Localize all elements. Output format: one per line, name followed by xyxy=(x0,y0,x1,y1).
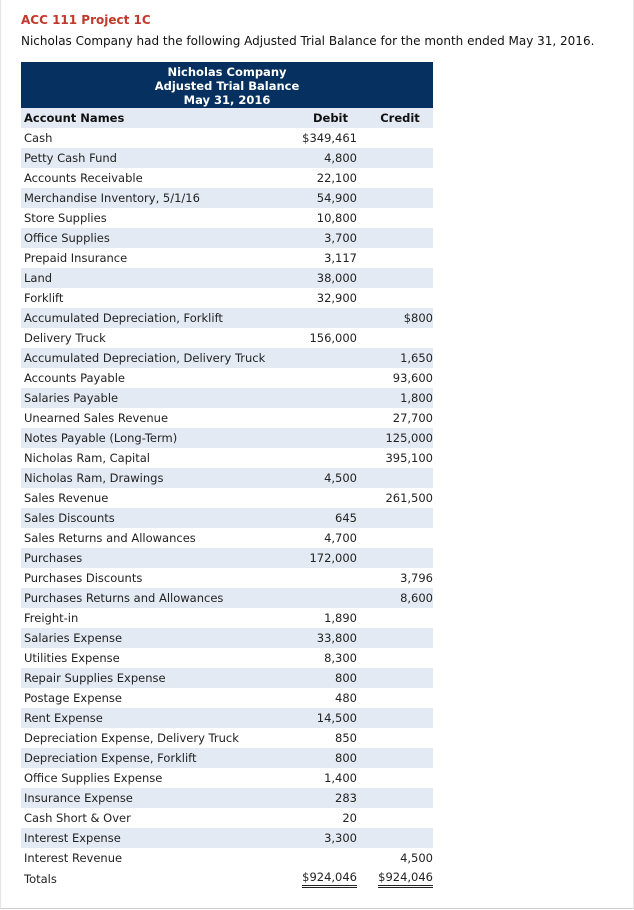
column-header-account-names: Account Names xyxy=(24,111,125,125)
debit-amount: 1,400 xyxy=(324,771,357,785)
account-name: Office Supplies xyxy=(24,231,110,245)
account-name: Merchandise Inventory, 5/1/16 xyxy=(24,191,200,205)
account-name: Purchases xyxy=(24,551,83,565)
account-name: Unearned Sales Revenue xyxy=(24,411,169,425)
debit-amount: 8,300 xyxy=(324,651,357,665)
table-row xyxy=(21,488,433,508)
table-row xyxy=(21,668,433,688)
table-row xyxy=(21,608,433,628)
credit-amount: 1,650 xyxy=(400,351,433,365)
report-name: Adjusted Trial Balance xyxy=(154,79,300,93)
debit-amount: 10,800 xyxy=(316,211,357,225)
table-row xyxy=(21,128,433,148)
debit-amount: 3,300 xyxy=(324,831,357,845)
debit-amount: 156,000 xyxy=(309,331,357,345)
table-row xyxy=(21,188,433,208)
account-name: Accumulated Depreciation, Delivery Truck xyxy=(24,351,266,365)
table-row xyxy=(21,408,433,428)
trial-balance-table xyxy=(21,62,433,890)
account-name: Interest Expense xyxy=(24,831,121,845)
debit-amount: 14,500 xyxy=(316,711,357,725)
table-row xyxy=(21,168,433,188)
debit-amount: 800 xyxy=(335,671,357,685)
debit-amount: 22,100 xyxy=(316,171,357,185)
debit-amount: 850 xyxy=(335,731,357,745)
table-row xyxy=(21,268,433,288)
table-row xyxy=(21,748,433,768)
account-name: Accounts Receivable xyxy=(24,171,143,185)
table-row xyxy=(21,568,433,588)
table-row xyxy=(21,428,433,448)
table-row xyxy=(21,528,433,548)
table-row xyxy=(21,468,433,488)
table-row xyxy=(21,648,433,668)
table-row xyxy=(21,228,433,248)
credit-amount: 8,600 xyxy=(400,591,433,605)
table-row xyxy=(21,788,433,808)
account-name: Petty Cash Fund xyxy=(24,151,117,165)
debit-amount: 645 xyxy=(335,511,357,525)
table-row xyxy=(21,448,433,468)
account-name: Accumulated Depreciation, Forklift xyxy=(24,311,223,325)
table-row xyxy=(21,548,433,568)
table-row xyxy=(21,348,433,368)
credit-amount: 27,700 xyxy=(392,411,433,425)
account-name: Forklift xyxy=(24,291,64,305)
debit-amount: 480 xyxy=(335,691,357,705)
table-row xyxy=(21,768,433,788)
column-header-row xyxy=(21,108,433,128)
statement-header xyxy=(21,62,433,108)
account-name: Sales Revenue xyxy=(24,491,109,505)
debit-amount: 20 xyxy=(342,811,357,825)
table-row xyxy=(21,388,433,408)
debit-amount: 3,117 xyxy=(324,251,357,265)
table-row xyxy=(21,308,433,328)
total-credit: $924,046 xyxy=(378,870,433,888)
table-row xyxy=(21,688,433,708)
company-name: Nicholas Company xyxy=(167,65,287,79)
debit-amount: 33,800 xyxy=(316,631,357,645)
table-row xyxy=(21,148,433,168)
credit-amount: 93,600 xyxy=(392,371,433,385)
account-name: Insurance Expense xyxy=(24,791,133,805)
debit-amount: 800 xyxy=(335,751,357,765)
table-row xyxy=(21,628,433,648)
credit-amount: 1,800 xyxy=(400,391,433,405)
debit-amount: 4,500 xyxy=(324,471,357,485)
account-name: Purchases Returns and Allowances xyxy=(24,591,224,605)
debit-amount: 172,000 xyxy=(309,551,357,565)
debit-amount: 38,000 xyxy=(316,271,357,285)
page-title: ACC 111 Project 1C xyxy=(21,13,151,27)
debit-amount: 4,800 xyxy=(324,151,357,165)
account-name: Purchases Discounts xyxy=(24,571,143,585)
account-name: Nicholas Ram, Capital xyxy=(24,451,150,465)
credit-amount: 125,000 xyxy=(385,431,433,445)
account-name: Sales Discounts xyxy=(24,511,115,525)
account-name: Office Supplies Expense xyxy=(24,771,163,785)
debit-amount: 3,700 xyxy=(324,231,357,245)
debit-amount: 283 xyxy=(335,791,357,805)
table-row xyxy=(21,508,433,528)
debit-amount: $349,461 xyxy=(302,131,357,145)
credit-amount: 4,500 xyxy=(400,851,433,865)
account-name: Prepaid Insurance xyxy=(24,251,128,265)
table-row xyxy=(21,848,433,868)
column-header-debit: Debit xyxy=(312,111,349,125)
totals-row xyxy=(21,868,433,890)
table-row xyxy=(21,808,433,828)
column-header-credit: Credit xyxy=(380,111,420,125)
account-name: Delivery Truck xyxy=(24,331,106,345)
credit-amount: 261,500 xyxy=(385,491,433,505)
credit-amount: 3,796 xyxy=(400,571,433,585)
totals-label: Totals xyxy=(24,872,57,886)
table-row xyxy=(21,248,433,268)
debit-amount: 32,900 xyxy=(316,291,357,305)
account-name: Accounts Payable xyxy=(24,371,125,385)
account-name: Store Supplies xyxy=(24,211,107,225)
account-name: Nicholas Ram, Drawings xyxy=(24,471,164,485)
table-row xyxy=(21,708,433,728)
debit-amount: 4,700 xyxy=(324,531,357,545)
table-row xyxy=(21,368,433,388)
debit-amount: 1,890 xyxy=(324,611,357,625)
intro-text: Nicholas Company had the following Adjusted Trial Balance for the month ended May 31, 2016. xyxy=(21,34,595,48)
credit-amount: 395,100 xyxy=(385,451,433,465)
account-name: Postage Expense xyxy=(24,691,122,705)
account-rows xyxy=(21,128,433,868)
account-name: Repair Supplies Expense xyxy=(24,671,166,685)
credit-amount: $800 xyxy=(403,311,433,325)
account-name: Salaries Payable xyxy=(24,391,119,405)
table-row xyxy=(21,728,433,748)
table-row xyxy=(21,208,433,228)
account-name: Land xyxy=(24,271,53,285)
account-name: Notes Payable (Long-Term) xyxy=(24,431,178,445)
debit-amount: 54,900 xyxy=(316,191,357,205)
table-row xyxy=(21,588,433,608)
report-date: May 31, 2016 xyxy=(183,93,271,107)
account-name: Interest Revenue xyxy=(24,851,123,865)
account-name: Rent Expense xyxy=(24,711,103,725)
account-name: Utilities Expense xyxy=(24,651,120,665)
account-name: Sales Returns and Allowances xyxy=(24,531,196,545)
account-name: Salaries Expense xyxy=(24,631,123,645)
account-name: Depreciation Expense, Delivery Truck xyxy=(24,731,239,745)
total-debit: $924,046 xyxy=(302,870,357,888)
table-row xyxy=(21,288,433,308)
account-name: Cash Short & Over xyxy=(24,811,131,825)
table-row xyxy=(21,328,433,348)
table-row xyxy=(21,828,433,848)
account-name: Cash xyxy=(24,131,53,145)
account-name: Depreciation Expense, Forklift xyxy=(24,751,197,765)
account-name: Freight-in xyxy=(24,611,79,625)
